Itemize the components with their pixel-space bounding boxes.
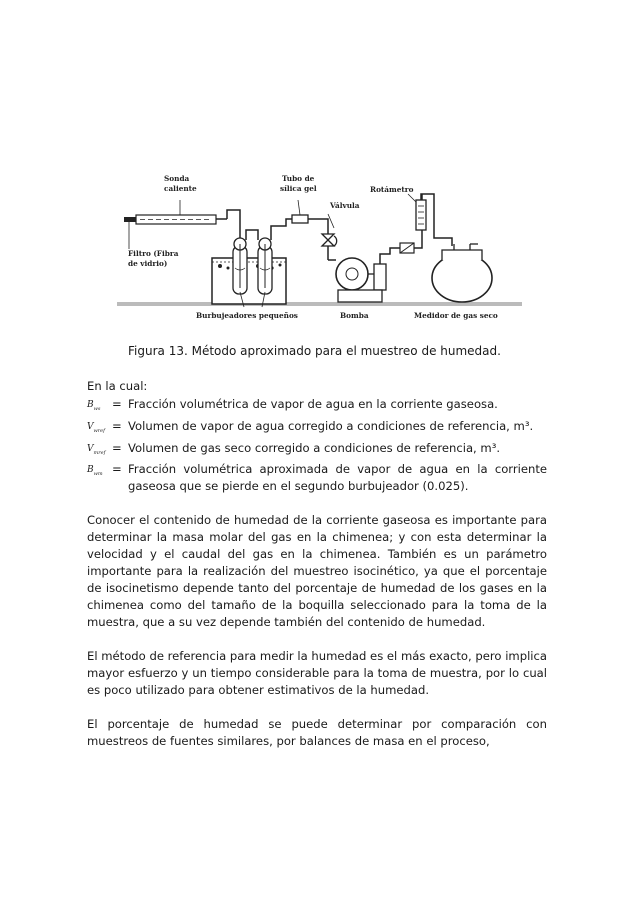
equals-sign: = <box>112 418 122 433</box>
paragraph: Conocer el contenido de humedad de la corriente gaseosa es importante para determinar la masa molar del gas en la chimenea; y con esta determinar la velocidad y el caudal del gas en la chimenea. También es un parámetro importante para la realización del muestreo isocinético, ya que el porcentaje de isocinetismo depende tanto del porcentaje de humedad de los gases en la chimenea como del tamaño de la boquilla seleccionado para la toma de la muestra, que a su vez depende también del contenido de humedad. <box>87 513 547 630</box>
label-rotametro: Rotámetro <box>370 185 414 194</box>
definitions-intro: En la cual: <box>87 379 148 393</box>
pump <box>336 258 386 302</box>
impinger-2 <box>258 238 272 294</box>
figure-caption: Figura 13. Método aproximado para el muestreo de humedad. <box>128 344 501 358</box>
definition-row <box>87 440 547 462</box>
sampling-apparatus-figure <box>112 164 532 326</box>
label-burbujeadores: Burbujeadores pequeños <box>196 311 298 320</box>
label-filtro-2: de vidrio) <box>128 259 168 268</box>
definition-text: Fracción volumétrica de vapor de agua en la corriente gaseosa. <box>128 397 498 411</box>
document-body <box>87 378 547 767</box>
symbol: $V_{wref}$ <box>87 421 105 434</box>
label-bomba: Bomba <box>340 311 369 320</box>
definition-row <box>87 461 547 495</box>
label-tubo: Tubo de <box>282 174 315 183</box>
label-sonda: Sonda <box>164 174 190 183</box>
apparatus-diagram <box>112 164 532 326</box>
label-filtro-1: Filtro (Fibra <box>128 249 179 258</box>
dry-gas-meter <box>432 244 492 302</box>
heated-probe <box>124 215 227 224</box>
paragraph: El método de referencia para medir la humedad es el más exacto, pero implica mayor esfuerzo y un tiempo considerable para la toma de muestra, por lo cual es poco utilizado para obtener estimativos de la humedad. <box>87 649 547 698</box>
definition-text: Volumen de gas seco corregido a condiciones de referencia, m³. <box>128 440 501 455</box>
symbol: $B_{wm}$ <box>87 465 103 478</box>
definition-text: Volumen de vapor de agua corregido a condiciones de referencia, m³. <box>128 418 534 433</box>
symbol: $V_{mref}$ <box>87 443 106 456</box>
label-caliente: caliente <box>164 184 197 193</box>
equals-sign: = <box>112 397 122 411</box>
label-medidor: Medidor de gas seco <box>414 311 498 320</box>
label-silica-gel: sílica gel <box>280 184 317 193</box>
impinger-1 <box>233 238 247 294</box>
ice-bath <box>212 258 286 304</box>
symbol: $B_{ws}$ <box>87 400 101 412</box>
definition-row <box>87 418 547 440</box>
equals-sign: = <box>112 440 122 455</box>
rotameter <box>408 194 426 230</box>
definition-text: Fracción volumétrica aproximada de vapor de agua en la corriente gaseosa que se pierde en el segundo burbujeador (0.025). <box>128 462 547 494</box>
paragraph: El porcentaje de humedad se puede determinar por comparación con muestreos de fuentes similares, por balances de masa en el proceso, <box>87 717 547 749</box>
silica-gel-tube <box>292 215 308 223</box>
definitions-list <box>87 396 547 495</box>
definition-row <box>87 396 547 418</box>
label-valvula: Válvula <box>330 201 360 210</box>
equals-sign: = <box>112 462 122 477</box>
